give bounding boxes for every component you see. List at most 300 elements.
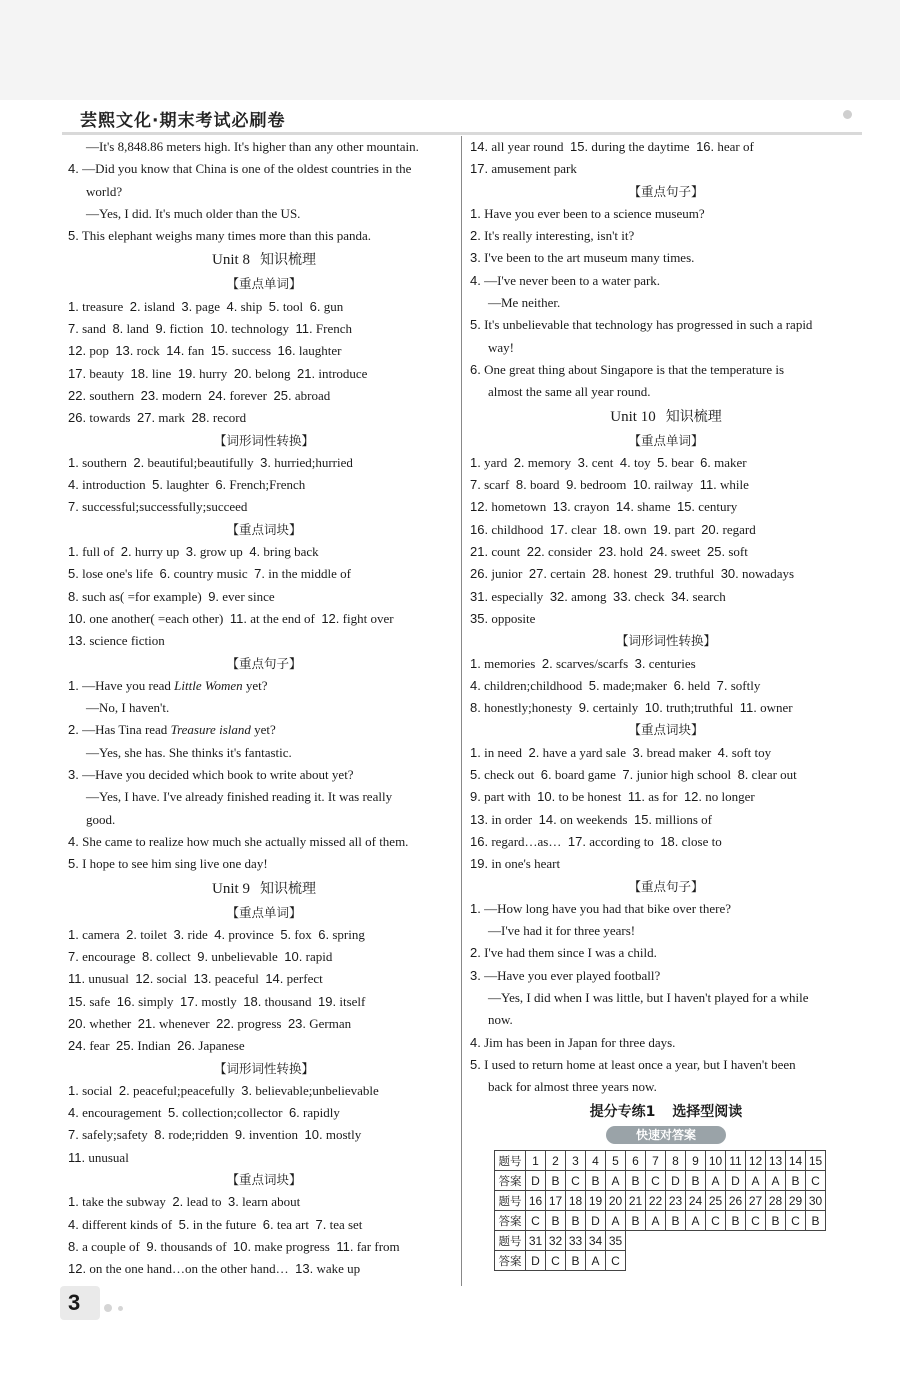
item-line <box>68 946 460 968</box>
item-text: safe <box>89 993 111 1009</box>
item-number: 2. <box>129 298 141 314</box>
item-number: 14. <box>265 971 284 987</box>
item-line <box>470 809 862 831</box>
item-number: 29. <box>653 566 672 582</box>
item-text: shame <box>637 499 671 515</box>
page-header <box>62 104 862 135</box>
item-text: whenever <box>159 1015 210 1031</box>
text-line <box>470 203 862 225</box>
text-line <box>470 247 862 269</box>
item-text: bread maker <box>646 744 712 760</box>
item-line <box>68 1080 460 1102</box>
item-number: 22. <box>68 387 87 403</box>
section-heading: 【重点词块】 <box>628 722 704 738</box>
answer-cell: B <box>626 1171 646 1191</box>
answer-cell: A <box>706 1171 726 1191</box>
item-text: maker <box>714 454 747 470</box>
item-number: 9. <box>578 700 590 716</box>
item-number: 18. <box>130 365 149 381</box>
item-text: at the end of <box>250 610 315 626</box>
item-number: 27. <box>137 410 156 426</box>
question-number: 27 <box>746 1191 766 1211</box>
item-text: childhood <box>491 521 544 537</box>
item-text: junior <box>491 566 523 582</box>
item-number: 4. <box>68 1216 79 1232</box>
text-line <box>68 742 460 764</box>
item-number: 9. <box>470 789 481 805</box>
item-text: toilet <box>140 926 167 942</box>
answer-cell: D <box>586 1211 606 1231</box>
line-text: —Me neither. <box>488 295 561 311</box>
item-number: 6. <box>318 926 330 942</box>
item-number: 8. <box>142 949 153 965</box>
line-text: —Have you read <box>82 677 175 693</box>
item-text: island <box>143 298 175 314</box>
item-number: 17. <box>549 521 568 537</box>
text-line <box>68 158 460 180</box>
item-line <box>68 991 460 1013</box>
item-number: 6. <box>309 298 321 314</box>
answer-table <box>494 1150 826 1271</box>
item-text: yard <box>484 454 508 470</box>
item-number: 22. <box>526 544 545 560</box>
item-line <box>470 742 862 764</box>
item-number: 17. <box>470 161 489 177</box>
item-line <box>68 1124 460 1146</box>
text-line <box>470 1032 862 1054</box>
question-number: 2 <box>546 1151 566 1171</box>
left-column <box>68 136 460 1281</box>
item-text: centuries <box>648 655 696 671</box>
item-number: 21. <box>137 1015 156 1031</box>
line-text: —I've had it for three years! <box>488 923 636 939</box>
item-text: part with <box>484 789 531 805</box>
question-number: 18 <box>566 1191 586 1211</box>
item-text: memory <box>527 454 572 470</box>
line-number: 1. <box>470 900 481 916</box>
line-number: 5. <box>470 1056 481 1072</box>
item-number: 19. <box>653 521 672 537</box>
item-line <box>470 586 862 608</box>
right-column <box>470 136 862 1271</box>
item-number: 17. <box>180 993 199 1009</box>
item-line <box>470 563 862 585</box>
line-text: —Have you decided which book to write about yet? <box>82 767 354 783</box>
item-text: made;maker <box>602 677 668 693</box>
item-text: among <box>571 588 607 604</box>
item-text: consider <box>548 544 593 560</box>
item-text: softly <box>730 677 761 693</box>
line-text: I've had them since I was a child. <box>484 945 657 961</box>
question-number: 33 <box>566 1231 586 1251</box>
question-number: 23 <box>666 1191 686 1211</box>
item-number: 21. <box>470 544 489 560</box>
item-text: to be honest <box>558 789 622 805</box>
item-text: different kinds of <box>82 1216 173 1232</box>
item-text: forever <box>229 387 268 403</box>
item-text: rode;ridden <box>168 1127 229 1143</box>
item-number: 12. <box>321 610 340 626</box>
item-number: 13. <box>552 499 571 515</box>
item-text: collect <box>156 949 191 965</box>
item-number: 21. <box>297 365 316 381</box>
item-number: 7. <box>68 499 79 515</box>
item-number: 15. <box>633 811 653 827</box>
item-text: railway <box>654 477 694 493</box>
answer-cell: D <box>726 1171 746 1191</box>
section-heading: 【重点词块】 <box>226 521 302 537</box>
item-text: clear <box>571 521 597 537</box>
item-text: introduction <box>82 477 146 493</box>
item-number: 2. <box>120 544 132 560</box>
item-text: southern <box>82 454 127 470</box>
answer-row <box>495 1211 826 1231</box>
unit-label: Unit 8 <box>212 252 250 269</box>
item-text: fox <box>294 926 312 942</box>
answer-cell: B <box>786 1171 806 1191</box>
question-number: 6 <box>626 1151 646 1171</box>
question-number: 25 <box>706 1191 726 1211</box>
line-text: way! <box>488 339 514 355</box>
item-number: 9. <box>197 949 209 965</box>
item-text: southern <box>89 387 135 403</box>
item-text: check out <box>484 767 535 783</box>
item-text: as for <box>648 789 678 805</box>
item-text: hurry <box>199 365 228 381</box>
item-number: 1. <box>68 1082 79 1098</box>
question-number: 12 <box>746 1151 766 1171</box>
question-number: 29 <box>786 1191 806 1211</box>
item-text: peaceful <box>214 971 259 987</box>
item-number: 26. <box>68 410 87 426</box>
answer-cell: B <box>566 1251 586 1271</box>
item-text: century <box>698 499 738 515</box>
item-text: take the subway <box>82 1194 166 1210</box>
item-number: 12. <box>135 971 154 987</box>
item-text: held <box>687 677 711 693</box>
item-text: peaceful;peacefully <box>133 1082 235 1098</box>
item-number: 13. <box>68 633 87 649</box>
item-line <box>470 831 862 853</box>
item-number: 1. <box>68 454 79 470</box>
text-line <box>68 831 460 853</box>
question-number: 4 <box>586 1151 606 1171</box>
item-number: 1. <box>68 1194 79 1210</box>
item-line <box>470 653 862 675</box>
item-number: 3. <box>634 655 646 671</box>
item-text: regard…as… <box>491 833 562 849</box>
text-line <box>470 381 862 403</box>
unit-subtitle: 知识梳理 <box>665 408 722 425</box>
answer-cell: B <box>626 1211 646 1231</box>
text-line <box>470 942 862 964</box>
item-number: 13. <box>295 1261 314 1277</box>
item-number: 4. <box>226 298 238 314</box>
text-line <box>68 181 460 203</box>
special-title-b: 选择型阅读 <box>672 1104 743 1121</box>
question-number: 20 <box>606 1191 626 1211</box>
item-text: hometown <box>491 499 547 515</box>
line-number: 5. <box>68 856 79 872</box>
item-text: on the one hand…on the other hand… <box>89 1261 289 1277</box>
item-text: ship <box>240 298 263 314</box>
text-line <box>470 965 862 987</box>
text-line <box>68 786 460 808</box>
item-text: board <box>529 477 560 493</box>
item-number: 4. <box>68 1105 79 1121</box>
unit-title <box>470 405 862 429</box>
item-text: clear out <box>751 767 797 783</box>
question-label: 题号 <box>495 1191 526 1211</box>
item-text: hurried;hurried <box>274 454 353 470</box>
item-number: 20. <box>68 1015 87 1031</box>
item-number: 22. <box>216 1015 235 1031</box>
item-text: record <box>212 410 247 426</box>
item-text: beautiful;beautifully <box>147 454 254 470</box>
item-text: especially <box>491 588 544 604</box>
item-number: 7. <box>315 1216 327 1232</box>
item-text: pop <box>89 343 109 359</box>
line-text: One great thing about Singapore is that the temperature is <box>484 361 785 377</box>
question-number: 10 <box>706 1151 726 1171</box>
item-number: 7. <box>470 477 481 493</box>
item-text: count <box>491 544 521 560</box>
item-number: 6. <box>540 767 552 783</box>
item-number: 5. <box>588 677 600 693</box>
answer-cell: A <box>686 1211 706 1231</box>
item-number: 3. <box>577 454 589 470</box>
line-text: yet? <box>250 722 276 738</box>
item-number: 3. <box>260 454 271 470</box>
item-number: 16. <box>696 139 715 154</box>
item-number: 30. <box>720 566 739 582</box>
item-number: 19. <box>318 993 337 1009</box>
item-number: 25. <box>273 387 292 403</box>
text-line <box>68 225 460 247</box>
section-heading: 【重点句子】 <box>628 183 704 199</box>
line-number: 3. <box>470 250 481 266</box>
item-number: 18. <box>602 521 621 537</box>
item-number: 5. <box>657 454 668 470</box>
item-text: unbelievable <box>211 949 278 965</box>
item-text: hurry up <box>134 544 180 560</box>
section-heading: 【重点单词】 <box>628 432 704 448</box>
answer-cell: C <box>606 1251 626 1271</box>
item-text: science fiction <box>89 633 165 649</box>
item-text: rapid <box>305 949 333 965</box>
item-text: rock <box>136 343 160 359</box>
text-line <box>470 292 862 314</box>
item-text: nowadays <box>742 566 795 582</box>
item-number: 10. <box>233 1238 252 1254</box>
item-number: 11. <box>68 1149 86 1165</box>
item-line <box>68 1035 460 1057</box>
item-text: hold <box>619 544 644 560</box>
item-number: 16. <box>470 833 489 849</box>
question-number: 32 <box>546 1231 566 1251</box>
answer-cell: B <box>666 1211 686 1231</box>
answer-cell: C <box>526 1211 546 1231</box>
item-number: 10. <box>644 700 663 716</box>
item-text: tea art <box>276 1216 309 1232</box>
item-number: 18. <box>243 993 262 1009</box>
item-line <box>470 136 862 158</box>
line-text: I hope to see him sing live one day! <box>82 856 268 872</box>
item-number: 1. <box>68 926 79 942</box>
text-line <box>68 719 460 741</box>
line-text: —Have you ever played football? <box>484 967 661 983</box>
item-line <box>68 1013 460 1035</box>
item-number: 2. <box>172 1194 184 1210</box>
item-number: 11. <box>229 610 247 626</box>
item-text: treasure <box>82 298 124 314</box>
section-heading: 【词形词性转换】 <box>615 633 716 649</box>
line-text: —How long have you had that bike over there? <box>484 900 732 916</box>
item-number: 28. <box>191 410 210 426</box>
item-text: thousands of <box>160 1238 227 1254</box>
item-text: page <box>195 298 221 314</box>
item-text: sweet <box>670 544 701 560</box>
question-number: 17 <box>546 1191 566 1211</box>
item-number: 5. <box>268 298 280 314</box>
item-text: belong <box>255 365 291 381</box>
item-number: 6. <box>215 477 227 493</box>
answer-cell: B <box>766 1211 786 1231</box>
item-number: 10. <box>209 321 229 337</box>
item-number: 12. <box>68 1261 87 1277</box>
item-line <box>470 474 862 496</box>
item-line <box>68 541 460 563</box>
item-text: truthful <box>675 566 715 582</box>
item-text: whether <box>89 1015 132 1031</box>
item-text: memories <box>484 655 536 671</box>
item-number: 8. <box>470 700 481 716</box>
item-line <box>68 340 460 362</box>
item-line <box>68 1102 460 1124</box>
item-line <box>470 496 862 518</box>
line-text: I used to return home at least once a year, but I haven't been <box>484 1056 796 1072</box>
section-heading: 【重点句子】 <box>628 878 704 894</box>
text-line <box>470 987 862 1009</box>
item-text: French;French <box>229 477 306 493</box>
item-text: thousand <box>264 993 312 1009</box>
top-band <box>0 0 900 100</box>
item-number: 4. <box>214 926 226 942</box>
item-number: 15. <box>210 343 229 359</box>
line-number: 2. <box>68 722 79 738</box>
text-line <box>68 809 460 831</box>
item-number: 16. <box>277 343 296 359</box>
item-number: 11. <box>739 700 757 716</box>
item-text: learn about <box>242 1194 301 1210</box>
line-text: world? <box>86 183 123 199</box>
item-line <box>470 786 862 808</box>
item-text: beauty <box>89 365 124 381</box>
item-text: believable;unbelievable <box>255 1082 379 1098</box>
question-number: 34 <box>586 1231 606 1251</box>
answer-label: 答案 <box>495 1251 526 1271</box>
item-number: 14. <box>470 139 489 154</box>
question-number: 28 <box>766 1191 786 1211</box>
line-text: back for almost three years now. <box>488 1079 657 1095</box>
item-text: close to <box>681 833 722 849</box>
item-text: wake up <box>316 1261 361 1277</box>
item-number: 26. <box>177 1038 196 1054</box>
item-text: such as( =for example) <box>82 588 202 604</box>
item-text: lead to <box>186 1194 222 1210</box>
item-number: 19. <box>177 365 196 381</box>
item-number: 4. <box>470 677 481 693</box>
item-number: 24. <box>68 1038 87 1054</box>
item-line <box>470 853 862 875</box>
item-number: 4. <box>249 544 261 560</box>
answer-cell: A <box>606 1171 626 1191</box>
line-text: almost the same all year round. <box>488 384 651 400</box>
item-number: 25. <box>706 544 726 560</box>
item-text: encouragement <box>82 1105 162 1121</box>
item-text: children;childhood <box>484 677 583 693</box>
text-line <box>68 853 460 875</box>
item-number: 19. <box>470 856 489 872</box>
item-text: collection;collector <box>182 1105 283 1121</box>
item-text: laughter <box>166 477 209 493</box>
item-line <box>68 407 460 429</box>
item-text: country music <box>173 566 248 582</box>
item-number: 13. <box>470 811 489 827</box>
answer-cell: A <box>766 1171 786 1191</box>
item-number: 1. <box>470 454 481 470</box>
line-number: 4. <box>68 161 79 177</box>
item-number: 34. <box>671 588 690 604</box>
item-text: towards <box>89 410 131 426</box>
item-number: 9. <box>566 477 577 493</box>
answer-cell: C <box>546 1251 566 1271</box>
line-text: This elephant weighs many times more than this panda. <box>81 228 372 244</box>
item-number: 3. <box>185 544 197 560</box>
item-number: 11. <box>627 789 645 805</box>
item-text: Japanese <box>198 1038 245 1054</box>
line-text: It's really interesting, isn't it? <box>484 228 635 244</box>
item-text: perfect <box>286 971 323 987</box>
item-text: fear <box>89 1038 110 1054</box>
item-number: 8. <box>154 1127 166 1143</box>
item-number: 10. <box>537 789 556 805</box>
item-text: toy <box>633 454 651 470</box>
item-text: check <box>634 588 665 604</box>
answer-cell: D <box>666 1171 686 1191</box>
item-number: 2. <box>541 655 553 671</box>
item-text: have a yard sale <box>542 744 626 760</box>
question-number-row <box>495 1191 826 1211</box>
item-number: 1. <box>470 744 481 760</box>
item-text: part <box>674 521 695 537</box>
line-number: 6. <box>470 361 481 377</box>
line-text: I've been to the art museum many times. <box>484 250 695 266</box>
question-number: 5 <box>606 1151 626 1171</box>
unit-subtitle: 知识梳理 <box>259 252 316 269</box>
line-number: 5. <box>470 317 481 333</box>
item-line <box>68 452 460 474</box>
item-text: while <box>720 477 749 493</box>
item-number: 6. <box>673 677 685 693</box>
item-text: invention <box>248 1127 299 1143</box>
item-text: abroad <box>294 387 331 403</box>
answer-cell: B <box>566 1211 586 1231</box>
answer-cell: A <box>586 1251 606 1271</box>
line-number: 1. <box>470 205 481 221</box>
item-line <box>68 496 460 518</box>
question-number: 26 <box>726 1191 746 1211</box>
